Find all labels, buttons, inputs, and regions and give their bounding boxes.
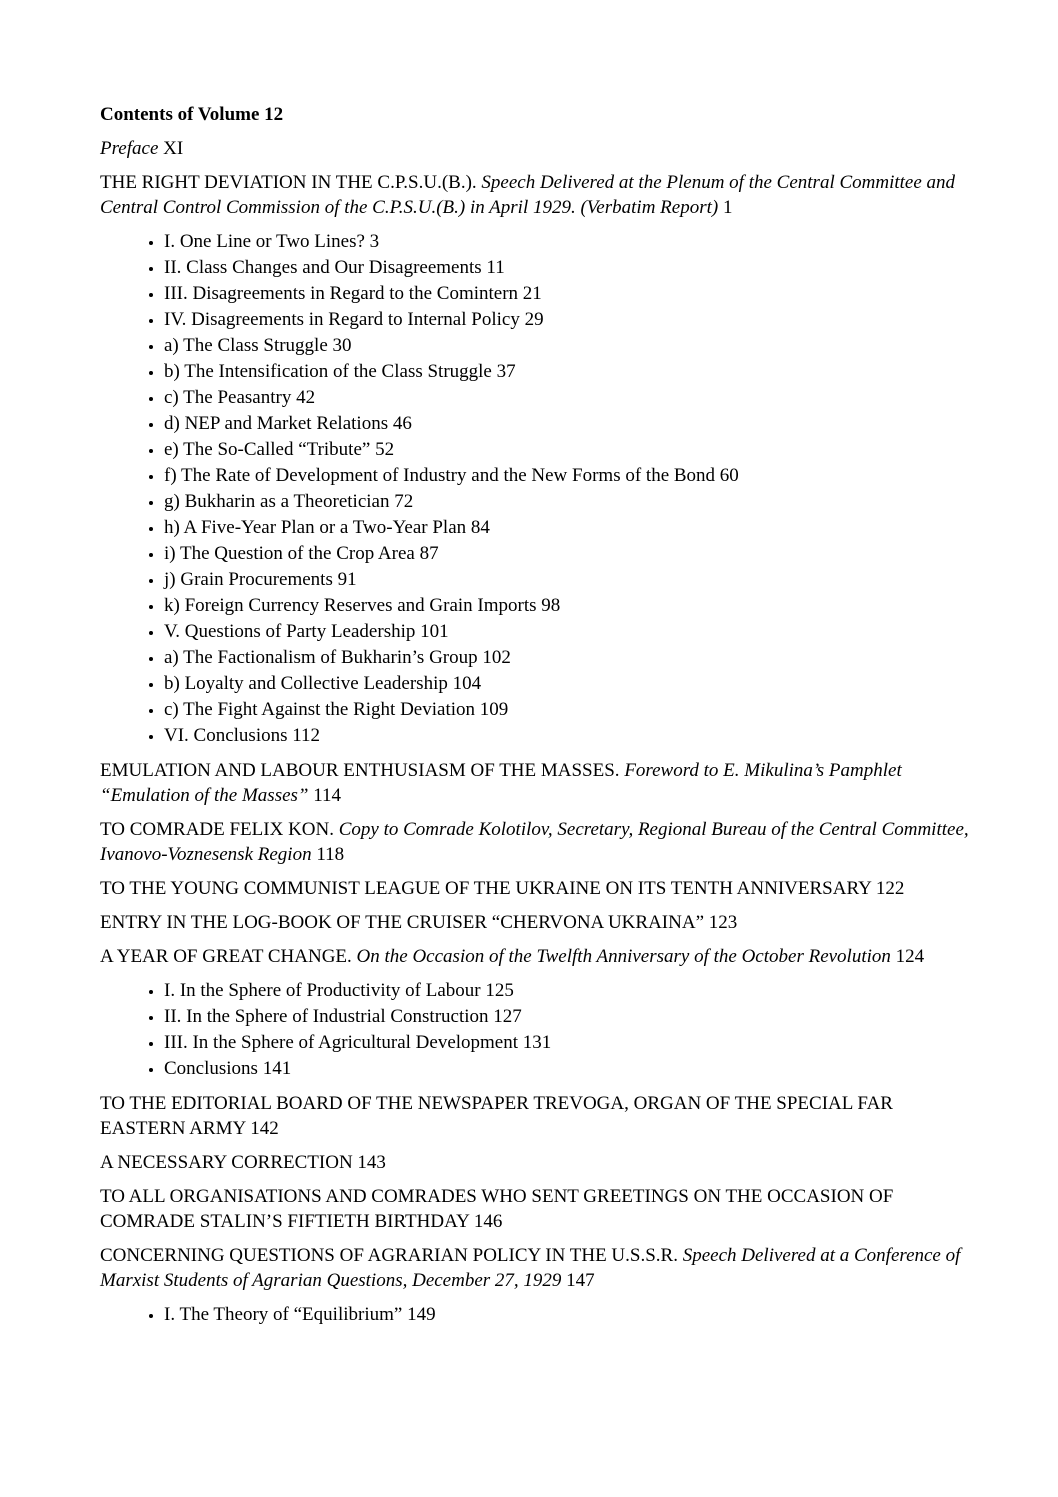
preface-page: XI [163, 138, 184, 159]
list-item: • III. In the Sphere of Agricultural Development 131 [164, 1030, 980, 1056]
entry-subtitle: Speech Delivered at the Plenum of the Central Committee and Central Control Commission of the C.P.S.U.(B.) in April 1929. (Verbatim Report) [100, 172, 956, 218]
contents-heading: Contents of Volume 12 [100, 104, 284, 125]
list-item: • II. In the Sphere of Industrial Construction 127 [164, 1004, 980, 1030]
list-item: • I. In the Sphere of Productivity of Labour 125 [164, 978, 980, 1004]
list-item: • h) A Five-Year Plan or a Two-Year Plan 84 [164, 515, 980, 541]
list-item: • g) Bukharin as a Theoretician 72 [164, 489, 980, 515]
list-item: • I. One Line or Two Lines? 3 [164, 229, 980, 255]
entry-title: TO COMRADE FELIX KON. [100, 819, 334, 840]
toc-entry [100, 1150, 980, 1175]
list-item: • k) Foreign Currency Reserves and Grain Imports 98 [164, 593, 980, 619]
entry-title: EMULATION AND LABOUR ENTHUSIASM OF THE MASSES. [100, 760, 620, 781]
list-item: • IV. Disagreements in Regard to Internal Policy 29 [164, 307, 980, 333]
entry-page: 114 [313, 785, 342, 806]
list-item: • j) Grain Procurements 91 [164, 567, 980, 593]
list-item: • V. Questions of Party Leadership 101 [164, 619, 980, 645]
sections-list [100, 170, 980, 1328]
list-item: • a) The Class Struggle 30 [164, 333, 980, 359]
preface-title: Preface [100, 138, 159, 159]
preface-entry [100, 136, 980, 161]
list-item: • I. The Theory of “Equilibrium” 149 [164, 1302, 980, 1328]
list-item: • c) The Fight Against the Right Deviation 109 [164, 697, 980, 723]
entry-title: TO THE YOUNG COMMUNIST LEAGUE OF THE UKRAINE ON ITS TENTH ANNIVERSARY [100, 878, 872, 899]
list-item: • i) The Question of the Crop Area 87 [164, 541, 980, 567]
entry-title: TO ALL ORGANISATIONS AND COMRADES WHO SENT GREETINGS ON THE OCCASION OF COMRADE STALIN’S FIFTIETH BIRTHDAY [100, 1186, 894, 1232]
entry-title: THE RIGHT DEVIATION IN THE C.P.S.U.(B.). [100, 172, 477, 193]
list-item: • III. Disagreements in Regard to the Comintern 21 [164, 281, 980, 307]
entry-page: 143 [357, 1152, 386, 1173]
entry-page: 122 [875, 878, 905, 899]
entry-title: ENTRY IN THE LOG-BOOK OF THE CRUISER “CHERVONA UKRAINA” [100, 912, 705, 933]
list-item: • a) The Factionalism of Bukharin’s Group 102 [164, 645, 980, 671]
toc-entry [100, 817, 980, 867]
entry-subitems [100, 1302, 980, 1328]
entry-subtitle: Foreword to E. Mikulina’s Pamphlet “Emulation of the Masses” [100, 760, 902, 806]
entry-subtitle: Copy to Comrade Kolotilov, Secretary, Regional Bureau of the Central Committee, Ivanovo-Voznesensk Region [100, 819, 969, 865]
list-item: • Conclusions 141 [164, 1056, 980, 1082]
list-item: • II. Class Changes and Our Disagreements 11 [164, 255, 980, 281]
list-item: • d) NEP and Market Relations 46 [164, 411, 980, 437]
list-item: • e) The So-Called “Tribute” 52 [164, 437, 980, 463]
entry-page: 1 [722, 197, 733, 218]
entry-title: CONCERNING QUESTIONS OF AGRARIAN POLICY IN THE U.S.S.R. [100, 1245, 678, 1266]
list-item: • b) The Intensification of the Class Struggle 37 [164, 359, 980, 385]
toc-entry [100, 758, 980, 808]
entry-page: 142 [250, 1118, 279, 1139]
entry-page: 146 [473, 1211, 503, 1232]
entry-title: TO THE EDITORIAL BOARD OF THE NEWSPAPER TREVOGA, ORGAN OF THE SPECIAL FAR EASTERN ARMY [100, 1093, 893, 1139]
entry-page: 118 [316, 844, 345, 865]
toc-entry [100, 876, 980, 901]
list-item: • b) Loyalty and Collective Leadership 104 [164, 671, 980, 697]
entry-page: 123 [708, 912, 738, 933]
toc-entry [100, 170, 980, 220]
list-item: • f) The Rate of Development of Industry and the New Forms of the Bond 60 [164, 463, 980, 489]
entry-subtitle: On the Occasion of the Twelfth Anniversary of the October Revolution [356, 946, 891, 967]
entry-title: A YEAR OF GREAT CHANGE. [100, 946, 352, 967]
toc-entry [100, 1091, 980, 1141]
toc-entry [100, 910, 980, 935]
toc-entry [100, 1184, 980, 1234]
entry-subtitle: Speech Delivered at a Conference of Marxist Students of Agrarian Questions, December 27, 1929 [100, 1245, 961, 1291]
entry-page: 147 [566, 1270, 595, 1291]
toc-entry [100, 1243, 980, 1293]
entry-subitems [100, 229, 980, 749]
list-item: • VI. Conclusions 112 [164, 723, 980, 749]
list-item: • c) The Peasantry 42 [164, 385, 980, 411]
entry-subitems [100, 978, 980, 1082]
entry-page: 124 [895, 946, 925, 967]
contents-page [100, 102, 980, 1337]
toc-entry [100, 944, 980, 969]
entry-title: A NECESSARY CORRECTION [100, 1152, 353, 1173]
